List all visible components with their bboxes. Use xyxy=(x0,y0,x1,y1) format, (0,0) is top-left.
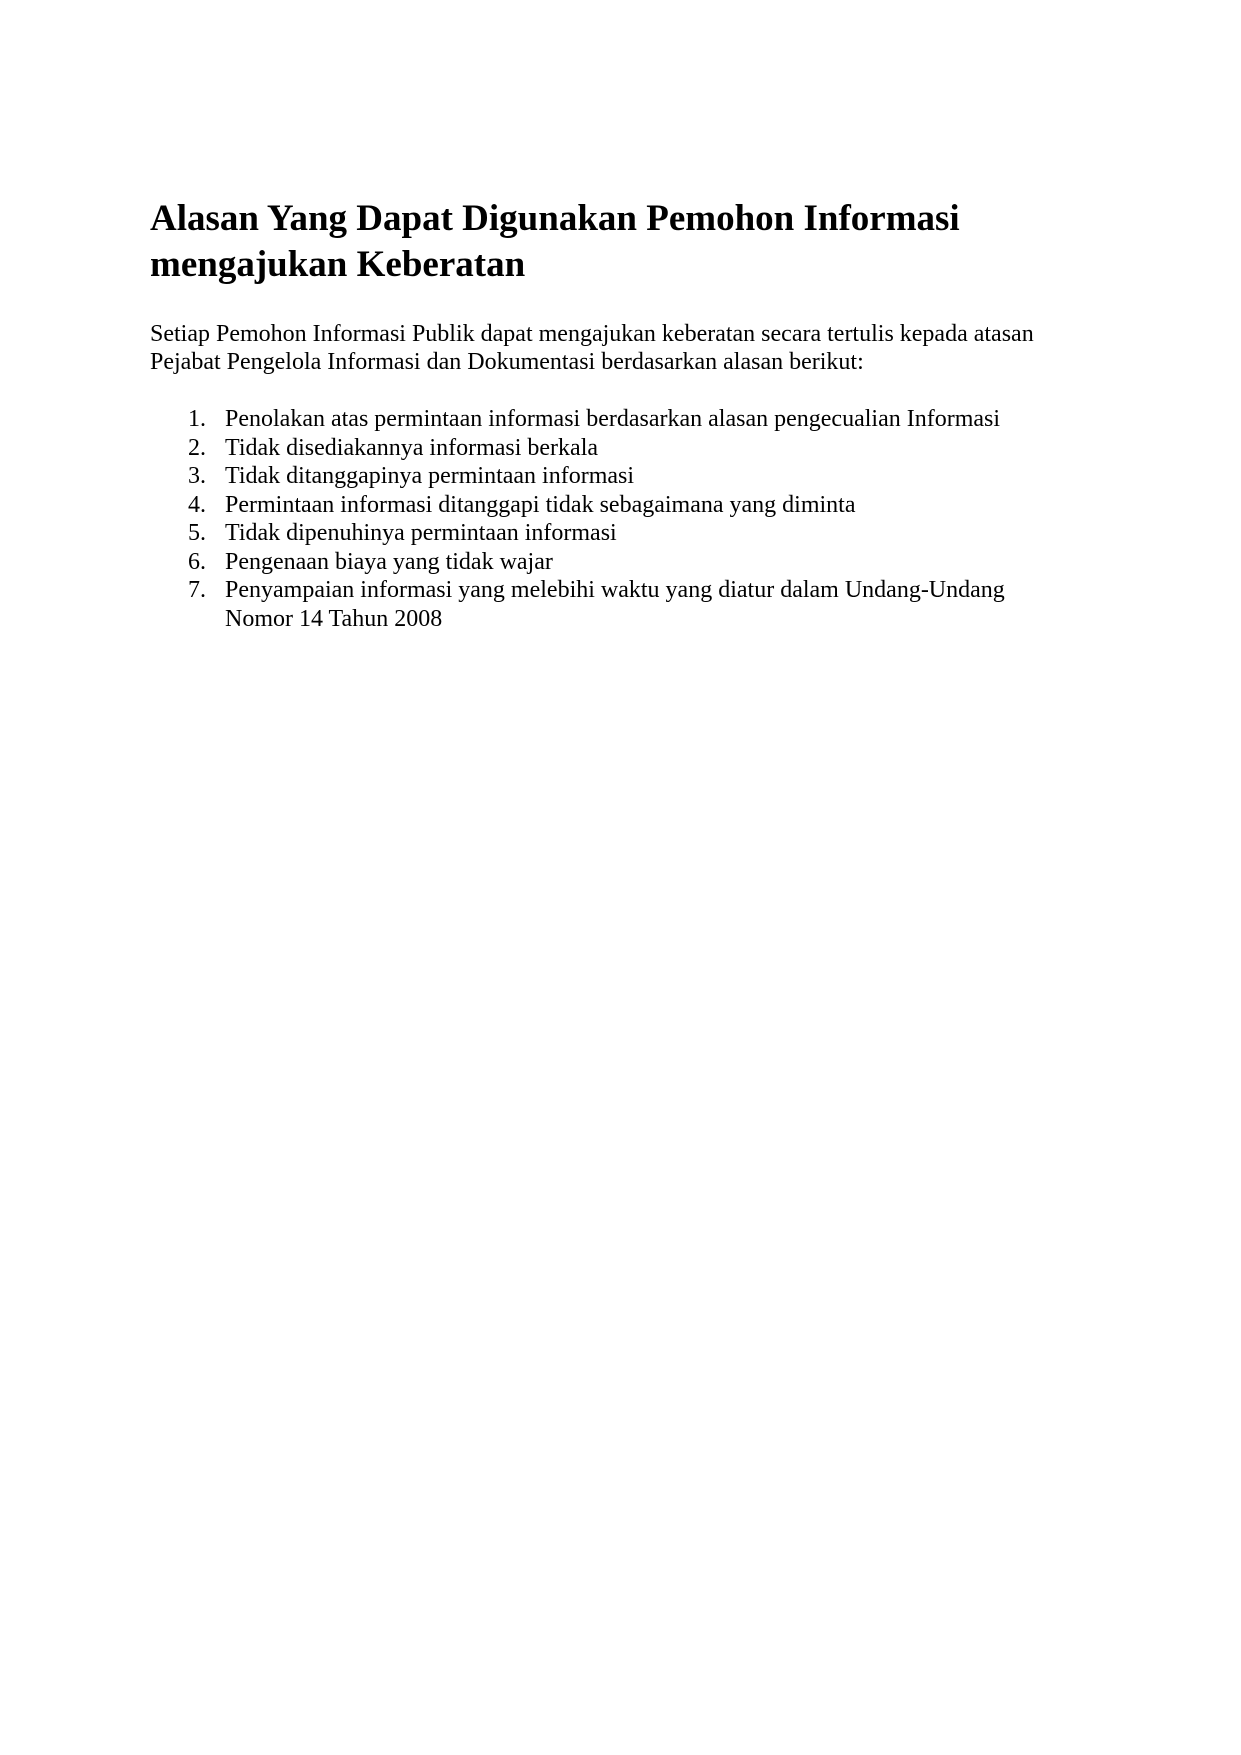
title-line-2: mengajukan Keberatan xyxy=(150,244,526,285)
list-text: Penyampaian informasi yang melebihi waktu yang diatur dalam Undang-Undang xyxy=(225,577,1005,603)
list-item xyxy=(150,576,1090,633)
list-number: 3. xyxy=(188,463,206,489)
list-number: 6. xyxy=(188,548,206,575)
list-item xyxy=(150,462,1090,491)
list-text: Tidak dipenuhinya permintaan informasi xyxy=(225,520,617,546)
list-number: 2. xyxy=(188,434,206,461)
reasons-list xyxy=(150,405,1090,633)
list-text-continued: Nomor 14 Tahun 2008 xyxy=(225,605,443,632)
list-number: 4. xyxy=(188,491,206,518)
document-title xyxy=(150,196,1090,288)
list-number: 1. xyxy=(188,406,206,432)
list-text: Tidak disediakannya informasi berkala xyxy=(225,434,599,461)
list-item xyxy=(150,519,1090,548)
list-number: 5. xyxy=(188,520,206,546)
list-item xyxy=(150,491,1090,520)
list-text: Pengenaan biaya yang tidak wajar xyxy=(225,548,553,575)
intro-line-2: Pejabat Pengelola Informasi dan Dokumentasi berdasarkan alasan berikut: xyxy=(150,349,864,375)
intro-paragraph xyxy=(150,320,1090,376)
list-text: Permintaan informasi ditanggapi tidak sebagaimana yang diminta xyxy=(225,491,856,518)
list-item xyxy=(150,434,1090,463)
list-text: Tidak ditanggapinya permintaan informasi xyxy=(225,463,635,489)
title-line-1: Alasan Yang Dapat Digunakan Pemohon Informasi xyxy=(150,198,960,239)
list-number: 7. xyxy=(188,577,206,603)
list-item xyxy=(150,405,1090,434)
intro-line-1: Setiap Pemohon Informasi Publik dapat mengajukan keberatan secara tertulis kepada atasan xyxy=(150,321,1034,347)
list-item xyxy=(150,548,1090,577)
document-body xyxy=(150,196,1090,633)
list-text: Penolakan atas permintaan informasi berdasarkan alasan pengecualian Informasi xyxy=(225,406,1001,432)
